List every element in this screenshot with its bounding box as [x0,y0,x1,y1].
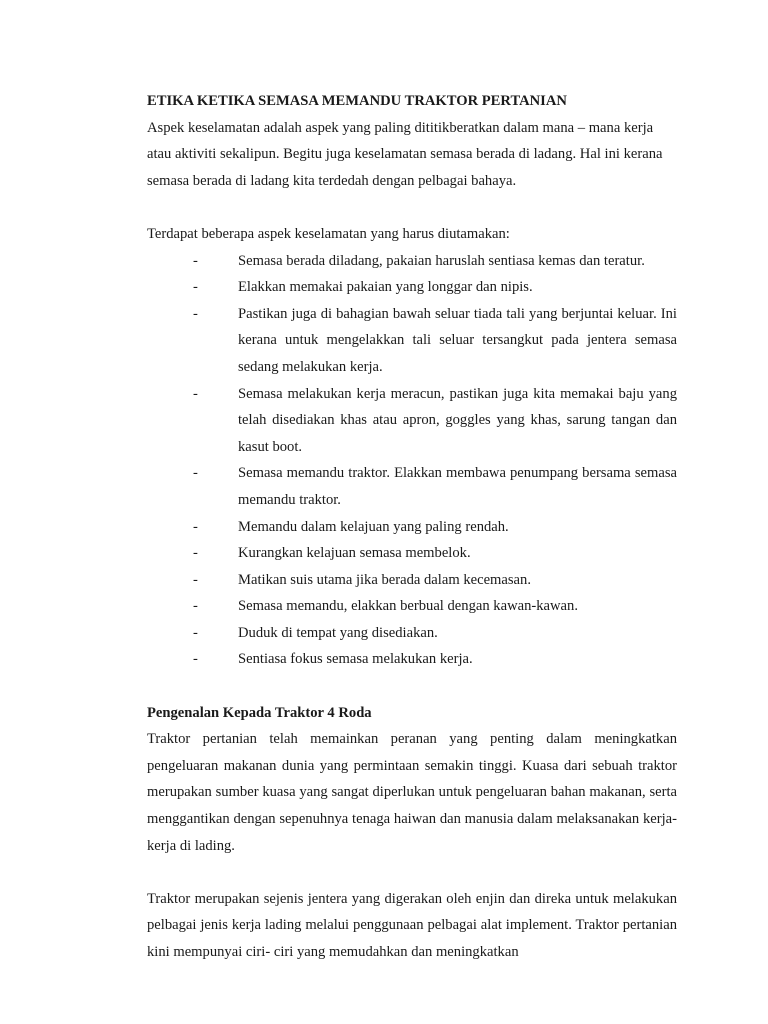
bullet-dash: - [193,305,198,322]
section-title-etika: ETIKA KETIKA SEMASA MEMANDU TRAKTOR PERTANIAN [147,93,567,109]
list-item-text: Semasa berada diladang, pakaian haruslah sentiasa kemas dan teratur. [238,252,645,269]
paragraph-gap [147,673,677,700]
list-item-text: Pastikan juga di bahagian bawah seluar tiada tali yang berjuntai keluar. Ini kerana untuk mengelakkan tali seluar tersangkut pada jentera semasa sedang melakukan kerja. [238,305,677,375]
list-item-text: Semasa melakukan kerja meracun, pastikan juga kita memakai baju yang telah disediakan khas atau apron, goggles yang khas, sarung tangan dan kasut boot. [238,385,677,455]
list-item-text: Memandu dalam kelajuan yang paling rendah. [238,518,509,535]
bullet-dash: - [193,651,198,668]
bullet-dash: - [193,545,198,562]
list-item-text: Semasa memandu traktor. Elakkan membawa penumpang bersama semasa memandu traktor. [238,465,677,508]
bullet-dash: - [193,518,198,535]
list-item-text: Kurangkan kelajuan semasa membelok. [238,545,471,562]
list-item-text: Semasa memandu, elakkan berbual dengan kawan-kawan. [238,598,578,615]
bullet-dash: - [193,624,198,641]
list-item [147,301,677,381]
list-item-text: Duduk di tempat yang disediakan. [238,624,438,641]
list-item-text: Sentiasa fokus semasa melakukan kerja. [238,651,473,668]
bullet-dash: - [193,385,198,402]
list-item [147,274,677,301]
list-item [147,646,677,673]
section-title-pengenalan: Pengenalan Kepada Traktor 4 Roda [147,704,372,721]
intro-paragraph: Aspek keselamatan adalah aspek yang paling dititikberatkan dalam mana – mana kerja atau aktiviti sekalipun. Begitu juga keselamatan semasa berada di ladang. Hal ini kerana semasa berada di ladang kita terdedah dengan pelbagai bahaya. [147,119,663,189]
list-item [147,514,677,541]
bullet-dash: - [193,571,198,588]
bullet-dash: - [193,252,198,269]
safety-list [147,248,677,674]
list-item [147,381,677,461]
intro-traktor-paragraph-2: Traktor merupakan sejenis jentera yang digerakan oleh enjin dan direka untuk melakukan pelbagai jenis kerja lading melalui penggunaan pelbagai alat implement. Traktor pertanian kini mempunyai ciri- ciri yang memudahkan dan meningkatkan [147,890,677,960]
list-item [147,540,677,567]
list-item [147,567,677,594]
list-item [147,460,677,513]
list-item [147,248,677,275]
intro-traktor-paragraph-1: Traktor pertanian telah memainkan peranan yang penting dalam meningkatkan pengeluaran makanan dunia yang permintaan semakin tinggi. Kuasa dari sebuah traktor merupakan sumber kuasa yang sangat diperlukan untuk pengeluaran bahan makanan, serta menggantikan dengan sepenuhnya tenaga haiwan dan manusia dalam melaksanakan kerja- kerja di lading. [147,731,677,854]
bullet-dash: - [193,279,198,296]
list-item-text: Matikan suis utama jika berada dalam kecemasan. [238,571,531,588]
document-page [147,88,677,966]
paragraph-gap [147,859,677,886]
list-item-text: Elakkan memakai pakaian yang longgar dan nipis. [238,279,533,296]
bullet-dash: - [193,465,198,482]
list-intro: Terdapat beberapa aspek keselamatan yang harus diutamakan: [147,225,510,242]
paragraph-gap [147,194,677,221]
list-item [147,593,677,620]
list-item [147,620,677,647]
bullet-dash: - [193,598,198,615]
